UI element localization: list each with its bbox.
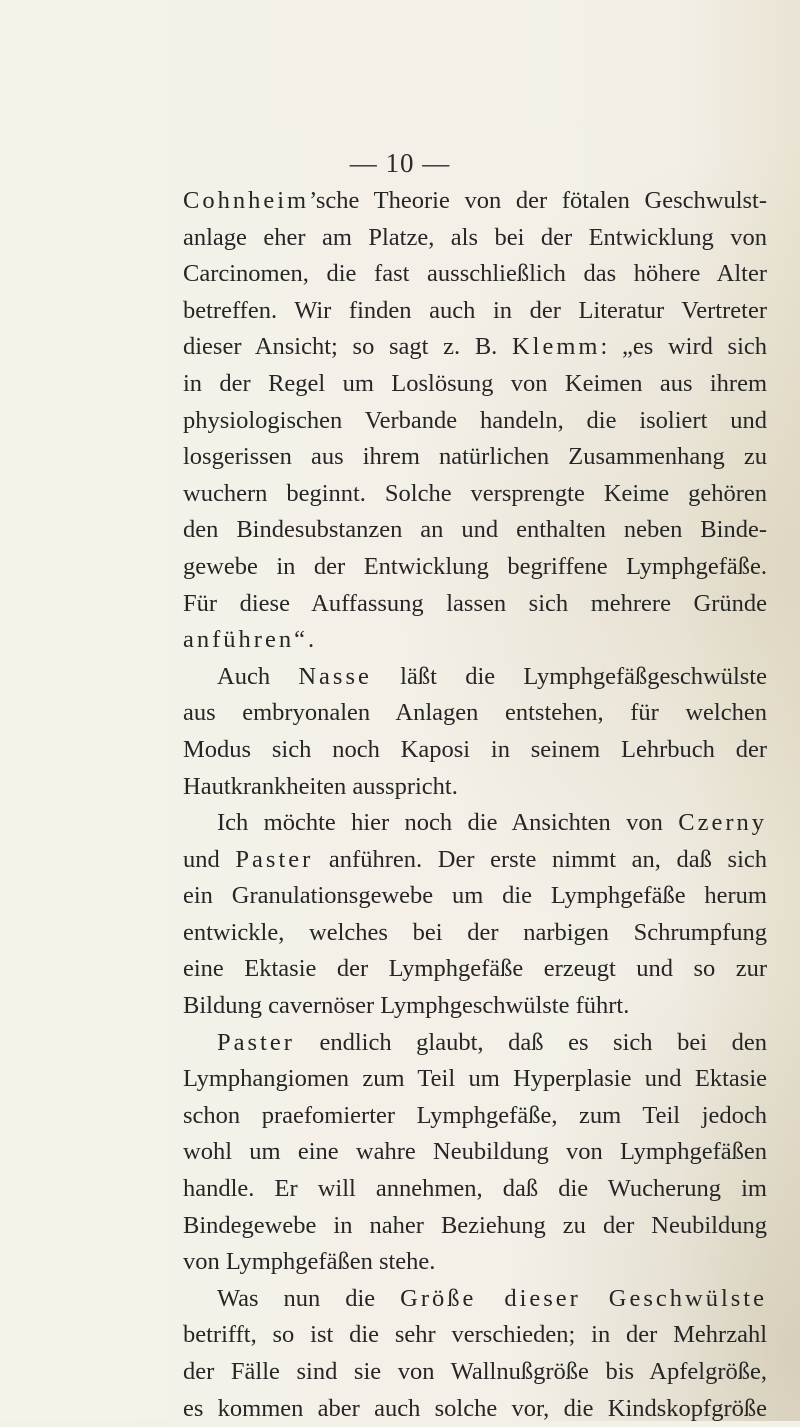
text-line: eine Ektasie der Lymphgefäße erzeugt und so zur xyxy=(183,955,767,983)
text-line: wohl um eine wahre Neubildung von Lymphgefäßen xyxy=(183,1138,767,1166)
author-name: Czerny xyxy=(678,809,767,837)
text-line: gewebe in der Entwicklung begriffene Lymphgefäße. xyxy=(183,552,767,580)
text-line: Hautkrankheiten ausspricht. xyxy=(183,772,458,800)
author-name: Cohnheim xyxy=(183,187,310,214)
text-line: entwickle, welches bei der narbigen Schrumpfung xyxy=(183,918,767,946)
text-line: dieser Ansicht; so sagt z. B. Klemm: „es wird sich xyxy=(183,333,767,361)
text-line: in der Regel um Loslösung von Keimen aus ihrem xyxy=(183,369,767,397)
text-line: losgerissen aus ihrem natürlichen Zusammenhang zu xyxy=(183,443,767,471)
author-name: Klemm xyxy=(511,333,601,361)
text-line: Für diese Auffassung lassen sich mehrere Gründe xyxy=(183,589,767,617)
text-line: handle. Er will annehmen, daß die Wucherung im xyxy=(183,1175,767,1203)
body-text xyxy=(183,183,767,1427)
text-line: und Paster anführen. Der erste nimmt an, daß sich xyxy=(183,845,768,873)
text-line: Carcinomen, die fast ausschließlich das höhere Alter xyxy=(183,260,767,288)
text-line: betrifft, so ist die sehr verschieden; in der Mehrzahl xyxy=(183,1321,767,1349)
text-line: anlage eher am Platze, als bei der Entwicklung von xyxy=(183,223,767,251)
emphasized-phrase: Größe dieser Geschwülste xyxy=(400,1284,767,1312)
text-line: anführen“. xyxy=(183,626,318,654)
text-line: Paster endlich glaubt, daß es sich bei den xyxy=(217,1028,767,1056)
text-line: schon praefomierter Lymphgefäße, zum Teil jedoch xyxy=(183,1101,767,1129)
text-line: es kommen aber auch solche vor, die Kindskopfgröße xyxy=(183,1394,767,1422)
text-line: Cohnheim’sche Theorie von der fötalen Geschwulst- xyxy=(183,187,767,214)
text-line: aus embryonalen Anlagen entstehen, für welchen xyxy=(183,699,767,727)
text-line: den Bindesubstanzen an und enthalten neben Binde- xyxy=(183,516,767,544)
author-name: Nasse xyxy=(298,662,372,690)
text-line: von Lymphgefäßen stehe. xyxy=(183,1248,436,1276)
text-line: der Fälle sind sie von Wallnußgröße bis Apfelgröße, xyxy=(183,1358,767,1385)
text-line: Modus sich noch Kaposi in seinem Lehrbuch der xyxy=(183,735,767,763)
text-line: Was nun die Größe dieser Geschwülste xyxy=(217,1284,767,1312)
text-line: Bildung cavernöser Lymphgeschwülste führt. xyxy=(183,992,630,1020)
text-line: Bindegewebe in naher Beziehung zu der Neubildung xyxy=(183,1211,767,1239)
text-line: Ich möchte hier noch die Ansichten von Czerny xyxy=(217,809,767,837)
text-line: Lymphangiomen zum Teil um Hyperplasie und Ektasie xyxy=(183,1065,767,1093)
author-name: Paster xyxy=(235,845,314,873)
author-name: Paster xyxy=(217,1028,295,1056)
text-line: ein Granulationsgewebe um die Lymphgefäße herum xyxy=(183,882,767,910)
text-line: wuchern beginnt. Solche versprengte Keime gehören xyxy=(183,479,767,507)
text-line: physiologischen Verbande handeln, die isoliert und xyxy=(183,406,767,434)
text-line: Auch Nasse läßt die Lymphgefäßgeschwülste xyxy=(217,662,767,690)
page-number: — 10 — xyxy=(349,148,451,178)
text-line: betreffen. Wir finden auch in der Literatur Vertreter xyxy=(183,296,767,324)
